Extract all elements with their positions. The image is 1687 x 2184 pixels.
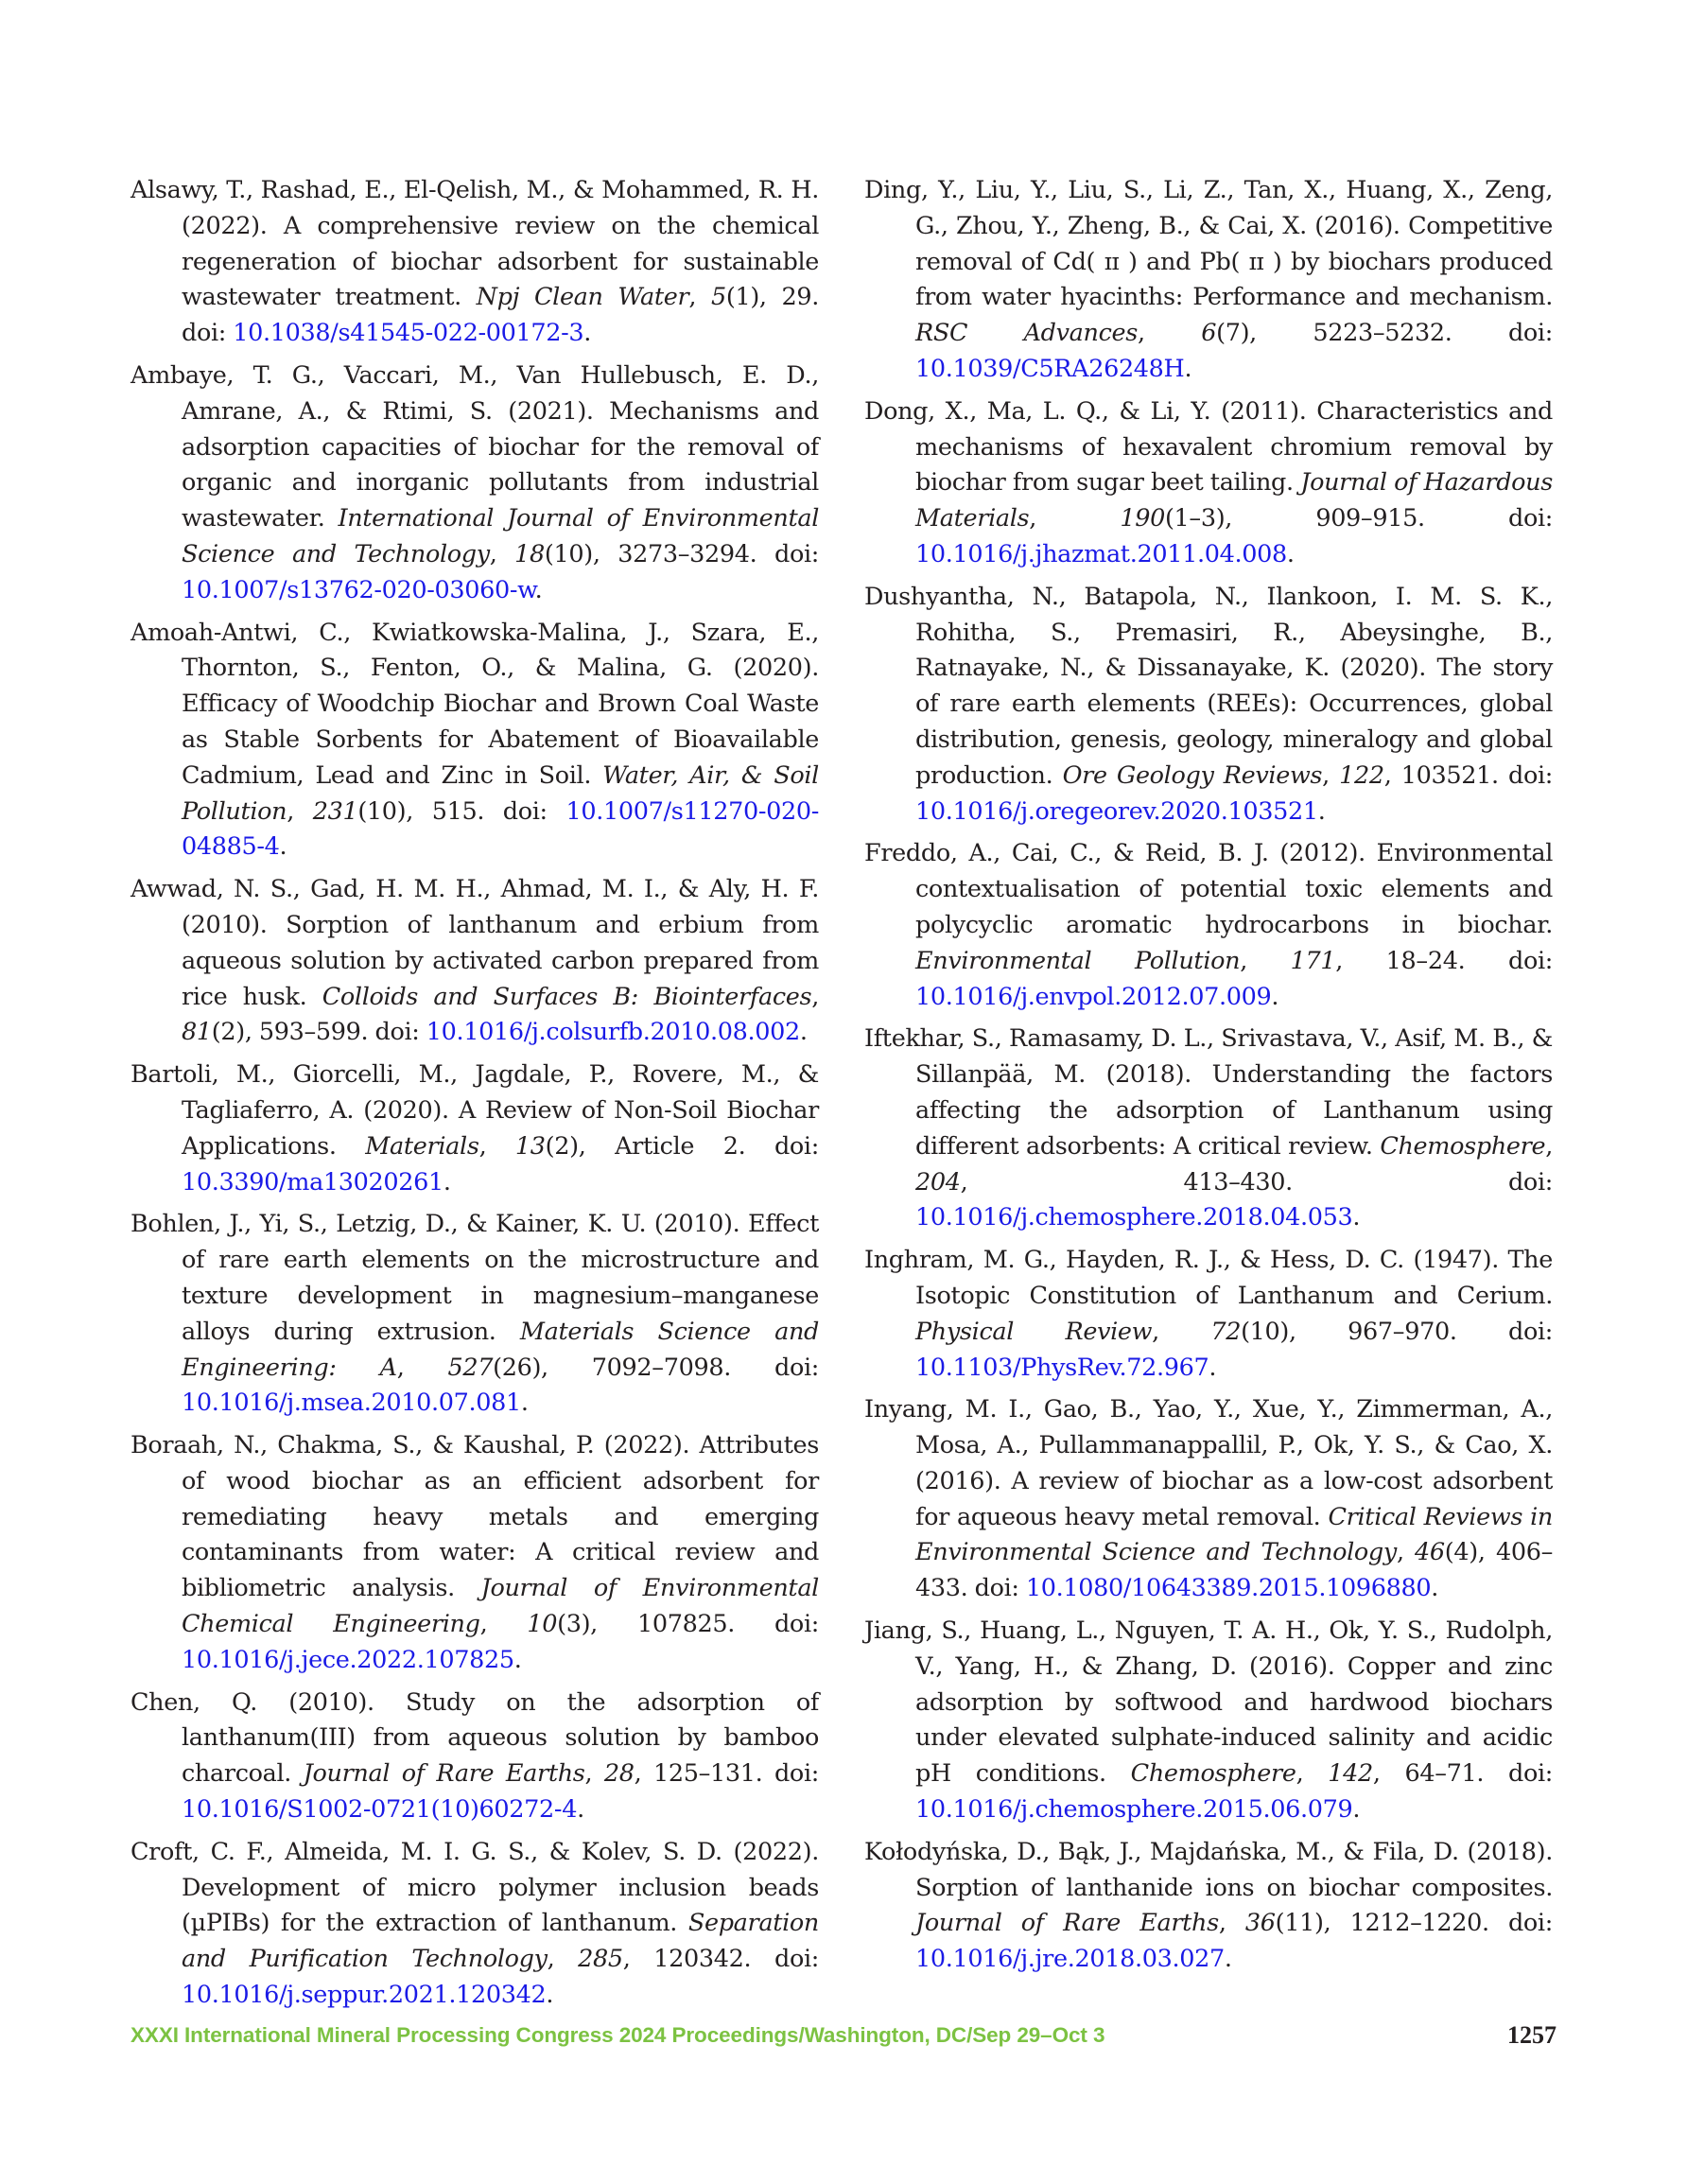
reference-doi-link[interactable]: 10.1080/10643389.2015.1096880: [1025, 1574, 1432, 1603]
reference-doi-link[interactable]: 10.1007/s13762-020-03060-w: [182, 575, 535, 604]
reference-volume: 18: [514, 539, 545, 568]
reference-authors-title: Chen, Q. (2010). Study on the adsorption of lanthanum(III) from aqueous solution by bamboo charcoal.: [130, 1687, 819, 1789]
reference-volume: 527: [447, 1353, 494, 1382]
reference-end: .: [1352, 1203, 1361, 1232]
reference-separator: ,: [1240, 946, 1291, 975]
reference-details: (10), 3273–3294. doi:: [544, 539, 820, 568]
reference-separator: ,: [688, 283, 711, 312]
reference-details: , 103521. doi:: [1383, 760, 1553, 790]
reference-end: .: [513, 1645, 522, 1674]
reference-details: , 120342. doi:: [622, 1945, 820, 1974]
reference-authors-title: Iftekhar, S., Ramasamy, D. L., Srivastava, V., Asif, M. B., & Sillanpää, M. (2018). Understanding the factors affecting the adsorption of Lanthanum using different adsorbents: A critical review.: [864, 1024, 1553, 1161]
footer-conference-title: XXXI International Mineral Processing Congress 2024 Proceedings/Washington, DC/Sep 29–Oct 3: [130, 2023, 1105, 2047]
reference-details: , 18–24. doi:: [1335, 946, 1554, 975]
reference-source: Journal of Rare Earths: [915, 1909, 1219, 1938]
reference-volume: 81: [182, 1018, 212, 1047]
reference-authors-title: Inghram, M. G., Hayden, R. J., & Hess, D. C. (1947). The Isotopic Constitution of Lanthanum and Cerium.: [864, 1246, 1553, 1310]
reference-authors-title: Dong, X., Ma, L. Q., & Li, Y. (2011). Characteristics and mechanisms of hexavalent chromium removal by biochar from sugar beet tailing.: [864, 396, 1553, 498]
reference-source: Water, Air, & Soil Pollution: [182, 760, 819, 826]
reference-source: Journal of Environmental Chemical Engineering: [182, 1574, 819, 1639]
references-left-column: [130, 173, 819, 2020]
reference-end: .: [1209, 1353, 1217, 1382]
reference-volume: 28: [603, 1759, 635, 1789]
reference-doi-link[interactable]: 10.1016/j.chemosphere.2015.06.079: [915, 1795, 1353, 1825]
reference-volume: 285: [578, 1945, 623, 1974]
reference-separator: ,: [489, 539, 515, 568]
reference-separator: ,: [1545, 1131, 1553, 1161]
reference-source: Critical Reviews in Environmental Science and Technology: [915, 1502, 1553, 1567]
reference-authors-title: Croft, C. F., Almeida, M. I. G. S., & Kolev, S. D. (2022). Development of micro polymer inclusion beads (µPIBs) for the extraction of lanthanum.: [130, 1837, 819, 1938]
reference-end: .: [279, 832, 287, 862]
reference-authors-title: Freddo, A., Cai, C., & Reid, B. J. (2012). Environmental contextualisation of potential toxic elements and polycyclic aromatic hydrocarbons in biochar.: [864, 839, 1553, 939]
reference-doi-link[interactable]: 10.1016/j.chemosphere.2018.04.053: [915, 1203, 1353, 1232]
reference-details: (2), Article 2. doi:: [545, 1131, 819, 1161]
reference-doi-link[interactable]: 10.1016/j.seppur.2021.120342: [182, 1981, 547, 2010]
reference-doi-link[interactable]: 10.1039/C5RA26248H: [915, 354, 1185, 383]
reference-details: (26), 7092–7098. doi:: [493, 1353, 819, 1382]
reference-volume: 171: [1290, 946, 1336, 975]
reference-authors-title: Alsawy, T., Rashad, E., El-Qelish, M., & Mohammed, R. H. (2022). A comprehensive review on the chemical regeneration of biochar adsorbent for sustainable wastewater treatment.: [130, 176, 819, 312]
reference-volume: 46: [1415, 1538, 1445, 1567]
reference-authors-title: Inyang, M. I., Gao, B., Yao, Y., Xue, Y., Zimmerman, A., Mosa, A., Pullammanappallil, P., Ok, Y. S., & Cao, X. (2016). A review of biochar as a low-cost adsorbent for aqueous heavy metal removal.: [864, 1395, 1553, 1531]
reference-authors-title: Awwad, N. S., Gad, H. M. H., Ahmad, M. I., & Aly, H. F. (2010). Sorption of lanthanum and erbium from aqueous solution by activated carbon prepared from rice husk.: [130, 875, 819, 1011]
reference-details: , 64–71. doi:: [1372, 1759, 1553, 1789]
reference-volume: 13: [514, 1131, 546, 1161]
reference-doi-link[interactable]: 10.1016/j.jhazmat.2011.04.008: [915, 539, 1287, 568]
reference-entry: [864, 836, 1553, 1015]
reference-volume: 190: [1120, 504, 1165, 533]
reference-entry: [130, 616, 819, 866]
reference-end: .: [1352, 1795, 1361, 1825]
reference-entry: [864, 580, 1553, 830]
reference-entry: [864, 1835, 1553, 1978]
reference-end: .: [577, 1795, 584, 1825]
reference-entry: [864, 173, 1553, 388]
reference-end: .: [583, 319, 592, 348]
reference-end: .: [1286, 539, 1295, 568]
reference-authors-title: Amoah-Antwi, C., Kwiatkowska-Malina, J., Szara, E., Thornton, S., Fenton, O., & Malina, G. (2020). Efficacy of Woodchip Biochar and Brown Coal Waste as Stable Sorbents for Abatement of Bioavailable Cadmium, Lead and Zinc in Soil.: [130, 618, 819, 790]
reference-source: International Journal of Environmental Science and Technology: [182, 504, 819, 568]
page-footer: [130, 2023, 1557, 2061]
reference-details: (10), 967–970. doi:: [1241, 1317, 1554, 1346]
reference-separator: ,: [287, 796, 313, 826]
reference-source: Materials Science and Engineering: A: [182, 1317, 819, 1382]
reference-end: .: [520, 1389, 529, 1418]
reference-authors-title: Boraah, N., Chakma, S., & Kaushal, P. (2022). Attributes of wood biochar as an efficient adsorbent for remediating heavy metals and emerging contaminants from water: A critical review and bibliometric analysis.: [130, 1431, 819, 1603]
reference-authors-title: Bartoli, M., Giorcelli, M., Jagdale, P., Rovere, M., & Tagliaferro, A. (2020). A Review of Non-Soil Biochar Applications.: [130, 1060, 819, 1161]
reference-source: Npj Clean Water: [476, 283, 689, 312]
reference-source: Journal of Rare Earths: [303, 1759, 585, 1789]
reference-authors-title: Kołodyńska, D., Bąk, J., Majdańska, M., & Fila, D. (2018). Sorption of lanthanide ions on biochar composites.: [864, 1837, 1553, 1902]
reference-details: (3), 107825. doi:: [557, 1610, 819, 1639]
reference-volume: 72: [1210, 1317, 1242, 1346]
reference-volume: 142: [1328, 1759, 1373, 1789]
reference-entry: [130, 1207, 819, 1422]
reference-source: Journal of Hazardous Materials: [915, 468, 1553, 533]
reference-separator: ,: [811, 982, 819, 1011]
reference-volume: 5: [710, 283, 726, 312]
reference-source: Physical Review: [915, 1317, 1153, 1346]
reference-doi-link[interactable]: 10.1038/s41545-022-00172-3: [233, 319, 584, 348]
reference-doi-link[interactable]: 10.3390/ma13020261: [182, 1167, 443, 1197]
reference-entry: [130, 872, 819, 1051]
reference-doi-link[interactable]: 10.1016/j.envpol.2012.07.009: [915, 982, 1272, 1011]
reference-separator: ,: [396, 1353, 448, 1382]
reference-source: Chemosphere: [1130, 1759, 1296, 1789]
reference-volume: 6: [1201, 319, 1217, 348]
reference-details: (1–3), 909–915. doi:: [1164, 504, 1553, 533]
reference-end: .: [1224, 1945, 1232, 1974]
reference-volume: 204: [915, 1167, 961, 1197]
reference-entry: [864, 1614, 1553, 1828]
reference-details: (2), 593–599. doi:: [211, 1018, 426, 1047]
reference-details: (4), 406–433. doi:: [915, 1538, 1553, 1603]
reference-separator: ,: [1218, 1909, 1245, 1938]
reference-separator: ,: [1396, 1538, 1416, 1567]
reference-entry: [864, 394, 1553, 573]
reference-details: (7), 5223–5232. doi:: [1216, 319, 1553, 348]
reference-end: .: [534, 575, 543, 604]
reference-source: Ore Geology Reviews: [1062, 760, 1323, 790]
reference-separator: ,: [1322, 760, 1340, 790]
reference-entry: [130, 1057, 819, 1200]
reference-doi-link[interactable]: 10.1016/j.oregeorev.2020.103521: [915, 796, 1318, 826]
reference-end: .: [1271, 982, 1279, 1011]
reference-volume: 36: [1244, 1909, 1276, 1938]
reference-source: RSC Advances: [915, 319, 1139, 348]
reference-authors-title: Bohlen, J., Yi, S., Letzig, D., & Kainer, K. U. (2010). Effect of rare earth elements on the microstructure and texture development in magnesium–manganese alloys during extrusion.: [130, 1210, 819, 1346]
reference-entry: [864, 1243, 1553, 1386]
reference-separator: ,: [547, 1945, 579, 1974]
reference-details: (11), 1212–1220. doi:: [1275, 1909, 1553, 1938]
reference-volume: 231: [312, 796, 358, 826]
reference-doi-link[interactable]: 10.1016/j.jece.2022.107825: [182, 1645, 514, 1674]
reference-authors-title: Jiang, S., Huang, L., Nguyen, T. A. H., Ok, Y. S., Rudolph, V., Yang, H., & Zhang, D. (2016). Copper and zinc adsorption by softwood and hardwood biochars under elevated sulphate-induced salinity and acidic pH conditions.: [864, 1616, 1553, 1789]
reference-entry: [130, 358, 819, 609]
reference-end: .: [1317, 796, 1326, 826]
reference-end: .: [799, 1018, 808, 1047]
reference-source: Materials: [365, 1131, 479, 1161]
reference-entry: [864, 1022, 1553, 1236]
reference-end: .: [1184, 354, 1192, 383]
reference-doi-link[interactable]: 10.1103/PhysRev.72.967: [915, 1353, 1209, 1382]
reference-details: (10), 515. doi:: [357, 796, 566, 826]
reference-entry: [130, 173, 819, 352]
reference-separator: ,: [1296, 1759, 1329, 1789]
reference-doi-link[interactable]: 10.1016/S1002-0721(10)60272-4: [182, 1795, 578, 1825]
reference-source: Chemosphere: [1380, 1131, 1546, 1161]
reference-doi-link[interactable]: 10.1016/j.msea.2010.07.081: [182, 1389, 521, 1418]
reference-separator: ,: [1152, 1317, 1211, 1346]
reference-entry: [130, 1835, 819, 2014]
reference-end: .: [1431, 1574, 1439, 1603]
reference-source: Separation and Purification Technology: [182, 1909, 819, 1974]
reference-doi-link[interactable]: 10.1016/j.jre.2018.03.027: [915, 1945, 1225, 1974]
reference-source: Environmental Pollution: [915, 946, 1241, 975]
reference-authors-title: Ding, Y., Liu, Y., Liu, S., Li, Z., Tan, X., Huang, X., Zeng, G., Zhou, Y., Zheng, B., & Cai, X. (2016). Competitive removal of Cd( ɪɪ ) and Pb( ɪɪ ) by biochars produced from water hyacinths: Performance and mechanism.: [864, 176, 1553, 312]
reference-separator: ,: [478, 1131, 515, 1161]
reference-entry: [130, 1428, 819, 1679]
reference-source: Colloids and Surfaces B: Biointerfaces: [322, 982, 812, 1011]
reference-end: .: [443, 1167, 451, 1197]
reference-details: (1), 29. doi:: [182, 283, 819, 348]
reference-volume: 10: [527, 1610, 558, 1639]
reference-authors-title: Dushyantha, N., Batapola, N., Ilankoon, I. M. S. K., Rohitha, S., Premasiri, R., Abeysinghe, B., Ratnayake, N., & Dissanayake, K. (2020). The story of rare earth elements (REEs): Occurrences, global distribution, genesis, geology, mineralogy and global production.: [864, 582, 1553, 790]
reference-separator: ,: [479, 1610, 528, 1639]
reference-entry: [130, 1686, 819, 1828]
reference-doi-link[interactable]: 10.1007/s11270-020-04885-4: [182, 796, 820, 862]
page-number: 1257: [1507, 2021, 1557, 2049]
reference-entry: [864, 1392, 1553, 1607]
reference-details: , 413–430. doi:: [960, 1167, 1553, 1197]
reference-end: .: [546, 1981, 554, 2010]
reference-details: , 125–131. doi:: [634, 1759, 819, 1789]
reference-volume: 122: [1339, 760, 1384, 790]
reference-separator: ,: [584, 1759, 604, 1789]
reference-separator: ,: [1138, 319, 1202, 348]
reference-authors-title: Ambaye, T. G., Vaccari, M., Van Hullebusch, E. D., Amrane, A., & Rtimi, S. (2021). Mechanisms and adsorption capacities of biochar for the removal of organic and inorganic pollutants from industrial wastewater.: [130, 360, 819, 533]
references-right-column: [864, 173, 1553, 1984]
reference-separator: ,: [1029, 504, 1121, 533]
reference-doi-link[interactable]: 10.1016/j.colsurfb.2010.08.002: [426, 1018, 800, 1047]
